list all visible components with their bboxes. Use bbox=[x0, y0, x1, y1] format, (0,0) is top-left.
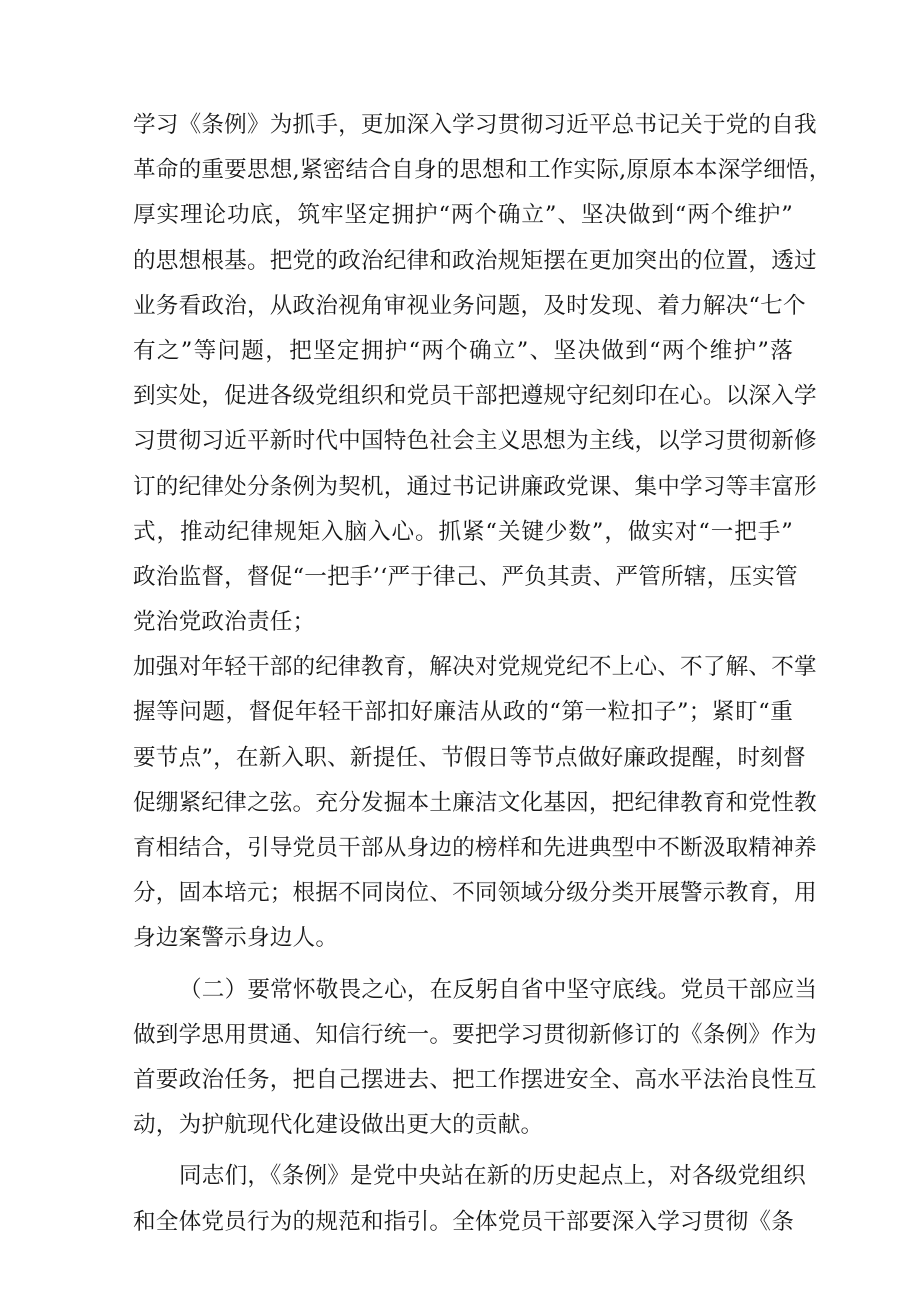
paragraph bbox=[133, 1154, 806, 1244]
text-line: 习贯彻习近平新时代中国特色社会主义思想为主线，以学习贯彻新修 bbox=[133, 428, 817, 455]
text-line: 育相结合，引导党员干部从身边的榜样和先进典型中不断汲取精神养 bbox=[133, 835, 817, 861]
text-line: 加强对年轻干部的纪律教育，解决对党规党纪不上心、不了解、不掌 bbox=[133, 654, 817, 681]
text-line: 政治监督，督促“一把手’‘严于律己、严负其责、严管所辖，压实管 bbox=[133, 563, 798, 590]
text-line: 和全体党员行为的规范和指引。全体党员干部要深入学习贯彻《条 bbox=[133, 1208, 795, 1235]
paragraph bbox=[133, 645, 817, 961]
text-line: 订的纪律处分条例为契机，通过书记讲廉政党课、集中学习等丰富形 bbox=[133, 473, 817, 500]
text-line: 学习《条例》为抓手，更加深入学习贯彻习近平总书记关于党的自我 bbox=[133, 112, 817, 138]
text-line: 厚实理论功底，筑牢坚定拥护“两个确立”、坚决做到“两个维护” bbox=[133, 202, 793, 229]
text-line: 做到学思用贯通、知信行统一。要把学习贯彻新修订的《条例》作为 bbox=[133, 1021, 817, 1048]
text-line: 党治党政治责任； bbox=[133, 609, 316, 636]
text-line: 促绷紧纪律之弦。充分发掘本土廉洁文化基因，把纪律教育和党性教 bbox=[133, 789, 817, 816]
text-line: 动，为护航现代化建设做出更大的贡献。 bbox=[133, 1112, 544, 1139]
text-line: 身边案警示身边人。 bbox=[133, 925, 339, 952]
text-line: 业务看政治，从政治视角审视业务问题，及时发现、着力解决“七个 bbox=[133, 292, 806, 319]
text-line: 要节点”，在新入职、新提任、节假日等节点做好廉政提醒，时刻督 bbox=[133, 744, 806, 771]
text-line: （二）要常怀敬畏之心，在反躬自省中坚守底线。党员干部应当 bbox=[179, 976, 818, 1003]
paragraph bbox=[133, 103, 832, 645]
text-line: 革命的重要思想,紧密结合自身的思想和工作实际,原原本本深学细悟， bbox=[133, 157, 832, 184]
document-body bbox=[133, 103, 832, 1245]
text-line: 首要政治任务，把自己摆进去、把工作摆进安全、高水平法治良性互 bbox=[133, 1066, 817, 1093]
text-line: 有之”等问题，把坚定拥护“两个确立”、坚决做到“两个维护”落 bbox=[133, 337, 793, 364]
text-line: 式，推动纪律规矩入脑入心。抓紧“关键少数”，做实对“一把手” bbox=[133, 518, 793, 545]
text-line: 到实处，促进各级党组织和党员干部把遵规守纪刻印在心。以深入学 bbox=[133, 383, 817, 410]
paragraph bbox=[133, 968, 818, 1149]
text-line: 握等问题，督促年轻干部扣好廉洁从政的“第一粒扣子”；紧盯“重 bbox=[133, 699, 793, 726]
text-line: 同志们，《条例》是党中央站在新的历史起点上，对各级党组织 bbox=[179, 1163, 806, 1190]
text-line: 的思想根基。把党的政治纪律和政治规矩摆在更加突出的位置，透过 bbox=[133, 247, 817, 274]
text-line: 分，固本培元；根据不同岗位、不同领域分级分类开展警示教育，用 bbox=[133, 880, 817, 907]
